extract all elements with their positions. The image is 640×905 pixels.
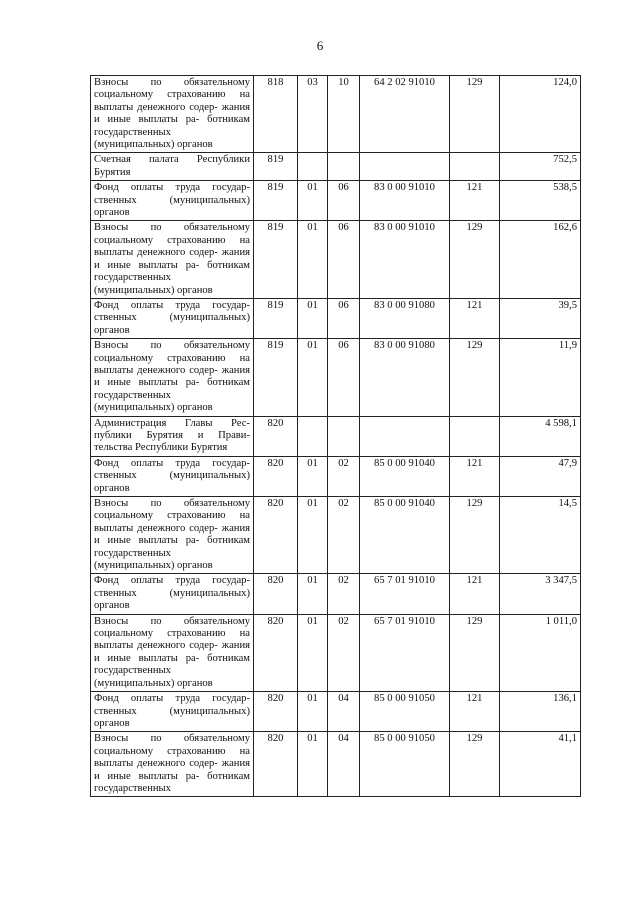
page-number: 6 [316,38,324,53]
cell-amount: 752,5 [500,153,581,181]
table-row [91,732,581,797]
cell-target-article: 83 0 00 91080 [360,339,450,416]
cell-section [298,416,328,456]
cell-amount: 136,1 [500,692,581,732]
cell-section: 01 [298,298,328,338]
cell-section [298,153,328,181]
table-row [91,497,581,574]
cell-subsection: 06 [328,221,360,298]
cell-section: 01 [298,456,328,496]
cell-name: Взносы по обязательному социальному страхованию на выплаты денежного содер- жания и иные выплаты ра- ботникам государственных (муниципальных) органов [91,614,254,691]
cell-target-article: 85 0 00 91040 [360,497,450,574]
cell-target-article: 83 0 00 91080 [360,298,450,338]
table-row [91,221,581,298]
cell-amount: 538,5 [500,181,581,221]
cell-name: Взносы по обязательному социальному страхованию на выплаты денежного содер- жания и иные выплаты ра- ботникам государственных (муниципальных) органов [91,221,254,298]
cell-subsection: 10 [328,76,360,153]
table-row [91,416,581,456]
table-row [91,298,581,338]
cell-amount: 39,5 [500,298,581,338]
cell-target-article [360,153,450,181]
table-row [91,456,581,496]
cell-expense-type: 121 [450,298,500,338]
cell-name: Счетная палата Республики Бурятия [91,153,254,181]
cell-admin-code: 819 [254,181,298,221]
table-row [91,181,581,221]
cell-target-article [360,416,450,456]
cell-admin-code: 820 [254,416,298,456]
cell-admin-code: 820 [254,574,298,614]
cell-expense-type: 129 [450,614,500,691]
cell-admin-code: 820 [254,456,298,496]
cell-subsection: 04 [328,692,360,732]
cell-section: 01 [298,181,328,221]
cell-target-article: 64 2 02 91010 [360,76,450,153]
cell-admin-code: 820 [254,614,298,691]
cell-subsection: 02 [328,497,360,574]
cell-admin-code: 819 [254,339,298,416]
cell-subsection [328,153,360,181]
cell-amount: 14,5 [500,497,581,574]
cell-amount: 4 598,1 [500,416,581,456]
cell-admin-code: 818 [254,76,298,153]
budget-table [90,75,581,797]
cell-expense-type: 129 [450,732,500,797]
table-row [91,76,581,153]
cell-amount: 47,9 [500,456,581,496]
cell-target-article: 65 7 01 91010 [360,614,450,691]
cell-section: 01 [298,497,328,574]
cell-name: Фонд оплаты труда государ- ственных (муниципальных) органов [91,456,254,496]
cell-target-article: 85 0 00 91050 [360,692,450,732]
cell-name: Фонд оплаты труда государ- ственных (муниципальных) органов [91,574,254,614]
cell-section: 01 [298,221,328,298]
cell-admin-code: 819 [254,298,298,338]
cell-subsection: 06 [328,181,360,221]
cell-section: 01 [298,692,328,732]
cell-name: Взносы по обязательному социальному страхованию на выплаты денежного содер- жания и иные выплаты ра- ботникам государственных (муниципальных) органов [91,497,254,574]
cell-name: Фонд оплаты труда государ- ственных (муниципальных) органов [91,692,254,732]
cell-expense-type: 129 [450,76,500,153]
cell-subsection: 02 [328,574,360,614]
cell-amount: 162,6 [500,221,581,298]
cell-amount: 124,0 [500,76,581,153]
cell-subsection: 06 [328,339,360,416]
cell-subsection: 02 [328,456,360,496]
budget-table-body [91,76,581,797]
cell-admin-code: 819 [254,221,298,298]
cell-name: Взносы по обязательному социальному страхованию на выплаты денежного содер- жания и иные выплаты ра- ботникам государственных (муниципальных) органов [91,76,254,153]
table-row [91,692,581,732]
cell-expense-type: 121 [450,574,500,614]
table-row [91,614,581,691]
cell-subsection: 02 [328,614,360,691]
cell-name: Администрация Главы Рес- публики Бурятия и Прави- тельства Республики Бурятия [91,416,254,456]
cell-admin-code: 820 [254,732,298,797]
cell-target-article: 83 0 00 91010 [360,181,450,221]
cell-section: 01 [298,339,328,416]
cell-expense-type: 121 [450,181,500,221]
cell-target-article: 83 0 00 91010 [360,221,450,298]
table-row [91,153,581,181]
cell-amount: 3 347,5 [500,574,581,614]
cell-amount: 1 011,0 [500,614,581,691]
cell-expense-type [450,416,500,456]
cell-subsection: 04 [328,732,360,797]
cell-expense-type: 129 [450,339,500,416]
cell-amount: 11,9 [500,339,581,416]
cell-name: Взносы по обязательному социальному страхованию на выплаты денежного содер- жания и иные выплаты ра- ботникам государственных (муниципальных) органов [91,339,254,416]
cell-name: Фонд оплаты труда государ- ственных (муниципальных) органов [91,181,254,221]
cell-expense-type: 129 [450,221,500,298]
cell-name: Взносы по обязательному социальному страхованию на выплаты денежного содер- жания и иные выплаты ра- ботникам государственных [91,732,254,797]
cell-expense-type: 121 [450,692,500,732]
cell-name: Фонд оплаты труда государ- ственных (муниципальных) органов [91,298,254,338]
cell-admin-code: 820 [254,497,298,574]
cell-subsection: 06 [328,298,360,338]
cell-admin-code: 819 [254,153,298,181]
cell-expense-type: 129 [450,497,500,574]
cell-expense-type [450,153,500,181]
table-row [91,339,581,416]
cell-section: 01 [298,614,328,691]
cell-section: 03 [298,76,328,153]
cell-target-article: 85 0 00 91050 [360,732,450,797]
cell-subsection [328,416,360,456]
cell-target-article: 85 0 00 91040 [360,456,450,496]
cell-target-article: 65 7 01 91010 [360,574,450,614]
table-row [91,574,581,614]
cell-section: 01 [298,574,328,614]
cell-section: 01 [298,732,328,797]
cell-admin-code: 820 [254,692,298,732]
cell-amount: 41,1 [500,732,581,797]
cell-expense-type: 121 [450,456,500,496]
